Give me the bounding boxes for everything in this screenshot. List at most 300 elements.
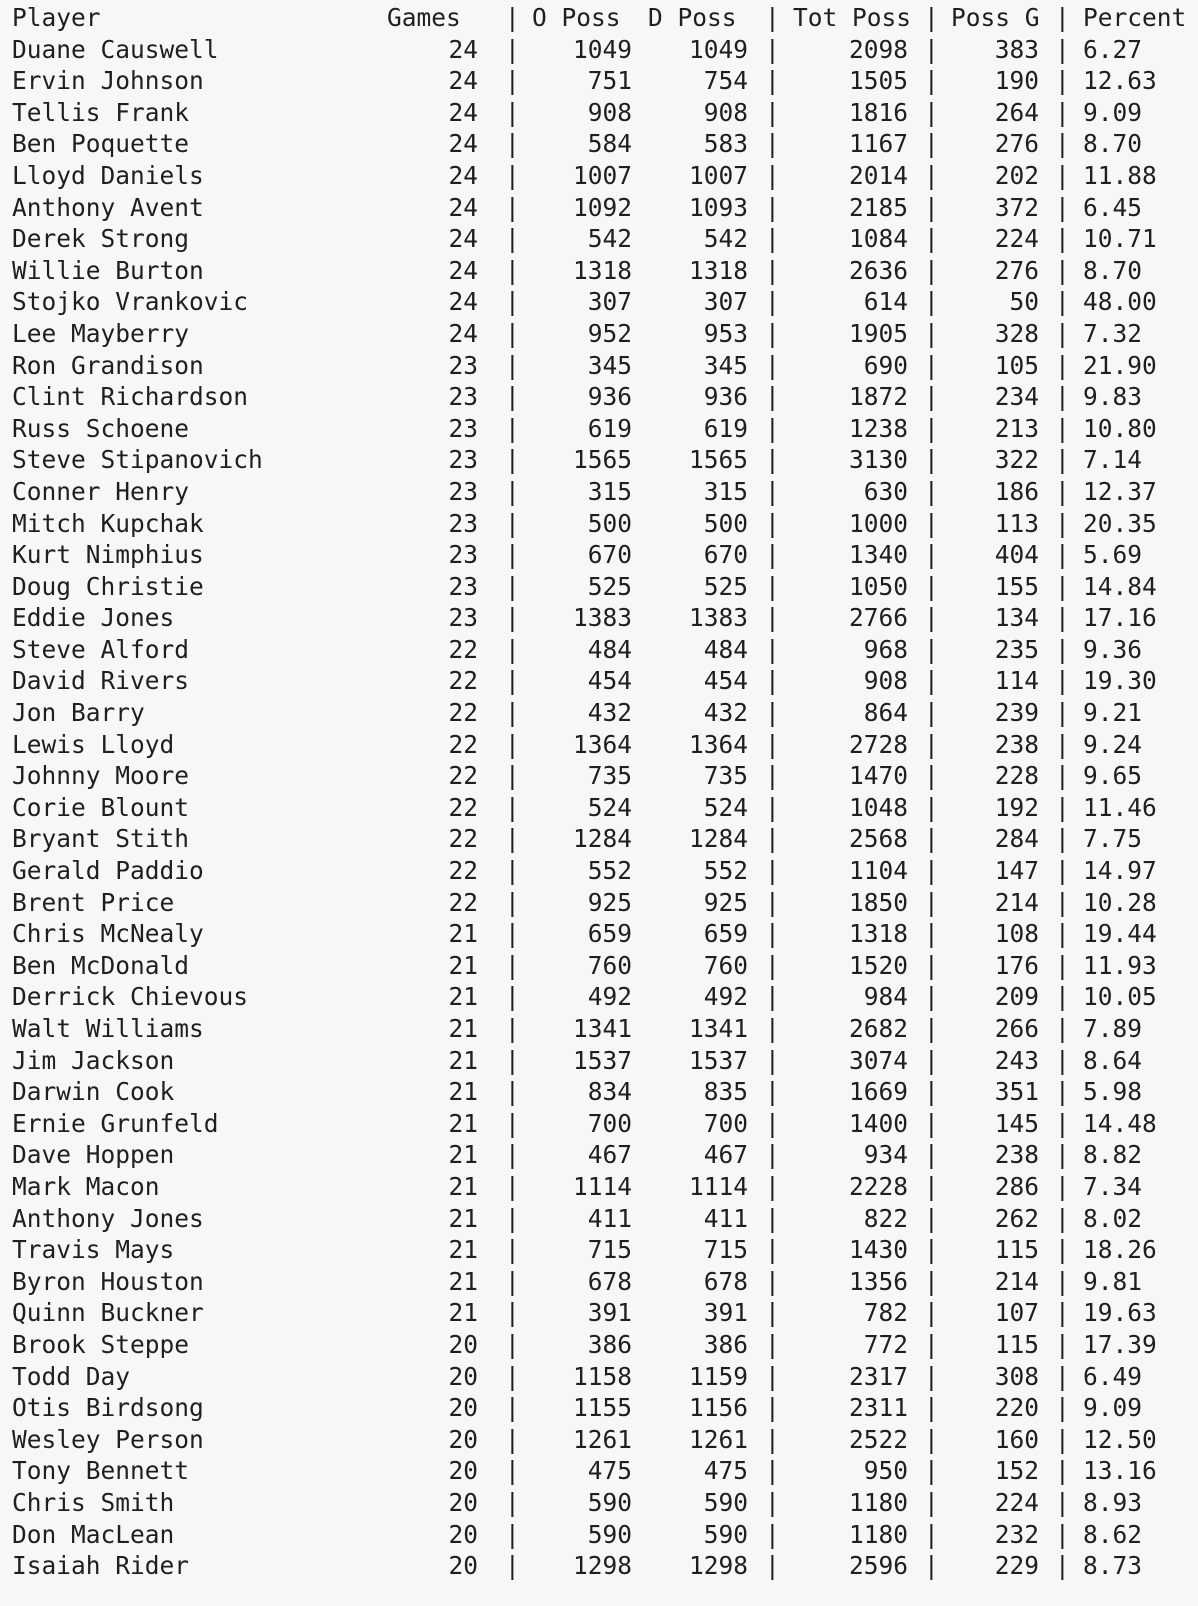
player-name: Byron Houston (12, 1266, 204, 1296)
poss-g-value: 108 (994, 919, 1039, 949)
column-separator: | (765, 761, 780, 791)
player-name: Johnny Moore (12, 761, 190, 791)
column-separator: | (765, 1171, 780, 1201)
percent-value: 12.63 (1083, 66, 1157, 96)
column-separator: | (765, 1329, 780, 1359)
tot-poss-value: 1104 (848, 856, 908, 886)
table-row (0, 823, 1198, 855)
column-separator: | (1055, 634, 1070, 664)
poss-g-value: 224 (994, 224, 1039, 254)
player-name: Travis Mays (12, 1235, 175, 1265)
table-row (0, 128, 1198, 160)
tot-poss-value: 614 (863, 287, 908, 317)
column-separator: | (765, 1045, 780, 1075)
o-poss-value: 584 (587, 129, 632, 159)
poss-g-value: 114 (994, 666, 1039, 696)
percent-value: 18.26 (1083, 1235, 1157, 1265)
column-separator: | (924, 34, 939, 64)
poss-g-value: 238 (994, 729, 1039, 759)
column-separator: | (1055, 856, 1070, 886)
column-separator: | (765, 1203, 780, 1233)
tot-poss-value: 908 (863, 666, 908, 696)
o-poss-value: 1114 (572, 1171, 632, 1201)
percent-value: 9.65 (1083, 761, 1143, 791)
column-separator: | (765, 1551, 780, 1581)
percent-value: 10.28 (1083, 887, 1157, 917)
games-value: 21 (448, 1171, 478, 1201)
percent-value: 7.32 (1083, 318, 1143, 348)
games-value: 24 (448, 255, 478, 285)
column-separator: | (505, 350, 520, 380)
table-row (0, 571, 1198, 603)
percent-value: 6.49 (1083, 1361, 1143, 1391)
column-separator: | (505, 1361, 520, 1391)
d-poss-value: 1565 (688, 445, 748, 475)
tot-poss-value: 1905 (848, 318, 908, 348)
table-row (0, 887, 1198, 919)
column-separator: | (924, 255, 939, 285)
d-poss-value: 760 (703, 950, 748, 980)
tot-poss-value: 864 (863, 698, 908, 728)
column-separator: | (924, 318, 939, 348)
table-body (0, 34, 1198, 1582)
column-separator: | (765, 160, 780, 190)
d-poss-value: 386 (703, 1329, 748, 1359)
o-poss-value: 1284 (572, 824, 632, 854)
player-name: Corie Blount (12, 792, 190, 822)
games-value: 24 (448, 66, 478, 96)
tot-poss-value: 1167 (848, 129, 908, 159)
player-name: Jim Jackson (12, 1045, 175, 1075)
games-value: 21 (448, 1298, 478, 1328)
column-separator: | (1055, 3, 1070, 32)
column-separator: | (765, 445, 780, 475)
percent-value: 19.44 (1083, 919, 1157, 949)
column-separator: | (505, 1298, 520, 1328)
player-name: Todd Day (12, 1361, 131, 1391)
games-value: 21 (448, 950, 478, 980)
poss-g-value: 214 (994, 887, 1039, 917)
player-name: Chris Smith (12, 1487, 175, 1517)
player-name: Mitch Kupchak (12, 508, 204, 538)
column-separator: | (1055, 792, 1070, 822)
tot-poss-value: 782 (863, 1298, 908, 1328)
games-value: 22 (448, 634, 478, 664)
tot-poss-value: 934 (863, 1140, 908, 1170)
table-row (0, 223, 1198, 255)
games-value: 20 (448, 1329, 478, 1359)
column-separator: | (1055, 1266, 1070, 1296)
player-name: Gerald Paddio (12, 856, 204, 886)
column-separator: | (505, 3, 520, 32)
o-poss-value: 386 (587, 1329, 632, 1359)
column-separator: | (765, 350, 780, 380)
player-name: Anthony Avent (12, 192, 204, 222)
column-separator: | (765, 792, 780, 822)
column-separator: | (765, 698, 780, 728)
poss-g-value: 107 (994, 1298, 1039, 1328)
column-separator: | (924, 1519, 939, 1549)
games-value: 21 (448, 1203, 478, 1233)
column-separator: | (1055, 255, 1070, 285)
column-separator: | (924, 634, 939, 664)
column-separator: | (924, 792, 939, 822)
poss-g-value: 383 (994, 34, 1039, 64)
column-separator: | (505, 1045, 520, 1075)
o-poss-value: 411 (587, 1203, 632, 1233)
column-separator: | (765, 1108, 780, 1138)
percent-value: 13.16 (1083, 1456, 1157, 1486)
column-separator: | (924, 603, 939, 633)
o-poss-value: 432 (587, 698, 632, 728)
column-separator: | (924, 508, 939, 538)
poss-g-value: 351 (994, 1077, 1039, 1107)
header-percent: Percent (1083, 3, 1187, 32)
column-separator: | (765, 1519, 780, 1549)
header-d-poss: D Poss (648, 3, 737, 32)
d-poss-value: 908 (703, 97, 748, 127)
d-poss-value: 1114 (688, 1171, 748, 1201)
o-poss-value: 525 (587, 571, 632, 601)
tot-poss-value: 1816 (848, 97, 908, 127)
table-row (0, 1171, 1198, 1203)
percent-value: 10.80 (1083, 413, 1157, 443)
d-poss-value: 484 (703, 634, 748, 664)
table-row (0, 855, 1198, 887)
o-poss-value: 542 (587, 224, 632, 254)
column-separator: | (924, 919, 939, 949)
games-value: 22 (448, 824, 478, 854)
player-name: Ernie Grunfeld (12, 1108, 219, 1138)
player-name: Kurt Nimphius (12, 540, 204, 570)
poss-g-value: 276 (994, 129, 1039, 159)
games-value: 23 (448, 540, 478, 570)
poss-g-value: 284 (994, 824, 1039, 854)
o-poss-value: 1092 (572, 192, 632, 222)
column-separator: | (765, 982, 780, 1012)
games-value: 22 (448, 698, 478, 728)
column-separator: | (924, 1108, 939, 1138)
table-row (0, 476, 1198, 508)
player-name: Isaiah Rider (12, 1551, 190, 1581)
column-separator: | (505, 1014, 520, 1043)
games-value: 24 (448, 34, 478, 64)
poss-g-value: 160 (994, 1424, 1039, 1454)
table-row (0, 918, 1198, 950)
player-name: Mark Macon (12, 1171, 160, 1201)
poss-g-value: 404 (994, 540, 1039, 570)
column-separator: | (765, 287, 780, 317)
column-separator: | (765, 192, 780, 222)
o-poss-value: 619 (587, 413, 632, 443)
column-separator: | (765, 318, 780, 348)
column-separator: | (765, 729, 780, 759)
tot-poss-value: 1180 (848, 1519, 908, 1549)
column-separator: | (924, 698, 939, 728)
table-row (0, 1139, 1198, 1171)
column-separator: | (765, 571, 780, 601)
column-separator: | (505, 1393, 520, 1423)
o-poss-value: 751 (587, 66, 632, 96)
player-name: Derek Strong (12, 224, 190, 254)
table-row (0, 1361, 1198, 1393)
column-separator: | (765, 634, 780, 664)
d-poss-value: 583 (703, 129, 748, 159)
tot-poss-value: 1430 (848, 1235, 908, 1265)
poss-g-value: 234 (994, 382, 1039, 412)
tot-poss-value: 1180 (848, 1487, 908, 1517)
tot-poss-value: 2568 (848, 824, 908, 854)
column-separator: | (1055, 603, 1070, 633)
percent-value: 10.71 (1083, 224, 1157, 254)
column-separator: | (505, 571, 520, 601)
o-poss-value: 345 (587, 350, 632, 380)
column-separator: | (505, 634, 520, 664)
games-value: 22 (448, 856, 478, 886)
poss-g-value: 232 (994, 1519, 1039, 1549)
tot-poss-value: 1084 (848, 224, 908, 254)
column-separator: | (1055, 950, 1070, 980)
column-separator: | (505, 255, 520, 285)
header-tot-poss: Tot Poss (793, 3, 912, 32)
o-poss-value: 952 (587, 318, 632, 348)
column-separator: | (924, 3, 939, 32)
table-row (0, 97, 1198, 129)
percent-value: 5.98 (1083, 1077, 1143, 1107)
column-separator: | (924, 571, 939, 601)
table-row (0, 381, 1198, 413)
d-poss-value: 500 (703, 508, 748, 538)
d-poss-value: 1156 (688, 1393, 748, 1423)
o-poss-value: 735 (587, 761, 632, 791)
column-separator: | (505, 824, 520, 854)
tot-poss-value: 1356 (848, 1266, 908, 1296)
games-value: 20 (448, 1519, 478, 1549)
column-separator: | (505, 192, 520, 222)
poss-g-value: 134 (994, 603, 1039, 633)
column-separator: | (765, 1266, 780, 1296)
player-name: Ben Poquette (12, 129, 190, 159)
percent-value: 19.63 (1083, 1298, 1157, 1328)
o-poss-value: 760 (587, 950, 632, 980)
games-value: 24 (448, 192, 478, 222)
percent-value: 9.24 (1083, 729, 1143, 759)
column-separator: | (765, 224, 780, 254)
o-poss-value: 715 (587, 1235, 632, 1265)
poss-g-value: 243 (994, 1045, 1039, 1075)
column-separator: | (924, 1140, 939, 1170)
column-separator: | (1055, 34, 1070, 64)
d-poss-value: 475 (703, 1456, 748, 1486)
header-poss-g: Poss G (951, 3, 1040, 32)
poss-g-value: 262 (994, 1203, 1039, 1233)
tot-poss-value: 2682 (848, 1014, 908, 1043)
poss-g-value: 372 (994, 192, 1039, 222)
column-separator: | (505, 129, 520, 159)
games-value: 20 (448, 1551, 478, 1581)
column-separator: | (1055, 129, 1070, 159)
poss-g-value: 308 (994, 1361, 1039, 1391)
games-value: 20 (448, 1424, 478, 1454)
player-name: Jon Barry (12, 698, 145, 728)
header-games: Games (387, 3, 461, 32)
column-separator: | (765, 97, 780, 127)
percent-value: 14.97 (1083, 856, 1157, 886)
percent-value: 8.64 (1083, 1045, 1143, 1075)
o-poss-value: 1565 (572, 445, 632, 475)
column-separator: | (505, 318, 520, 348)
table-row (0, 1045, 1198, 1077)
games-value: 23 (448, 382, 478, 412)
column-separator: | (924, 856, 939, 886)
column-separator: | (924, 1393, 939, 1423)
percent-value: 8.62 (1083, 1519, 1143, 1549)
d-poss-value: 345 (703, 350, 748, 380)
table-row (0, 318, 1198, 350)
d-poss-value: 492 (703, 982, 748, 1012)
o-poss-value: 590 (587, 1519, 632, 1549)
poss-g-value: 105 (994, 350, 1039, 380)
games-value: 24 (448, 318, 478, 348)
column-separator: | (924, 1298, 939, 1328)
table-row (0, 1203, 1198, 1235)
d-poss-value: 925 (703, 887, 748, 917)
percent-value: 12.37 (1083, 476, 1157, 506)
tot-poss-value: 1340 (848, 540, 908, 570)
d-poss-value: 315 (703, 476, 748, 506)
o-poss-value: 1007 (572, 160, 632, 190)
column-separator: | (765, 1393, 780, 1423)
table-row (0, 1108, 1198, 1140)
percent-value: 12.50 (1083, 1424, 1157, 1454)
o-poss-value: 590 (587, 1487, 632, 1517)
o-poss-value: 484 (587, 634, 632, 664)
d-poss-value: 432 (703, 698, 748, 728)
column-separator: | (1055, 160, 1070, 190)
d-poss-value: 1318 (688, 255, 748, 285)
d-poss-value: 454 (703, 666, 748, 696)
player-name: Eddie Jones (12, 603, 175, 633)
d-poss-value: 307 (703, 287, 748, 317)
d-poss-value: 715 (703, 1235, 748, 1265)
player-name: Brent Price (12, 887, 175, 917)
column-separator: | (924, 382, 939, 412)
o-poss-value: 1341 (572, 1014, 632, 1043)
player-name: Russ Schoene (12, 413, 190, 443)
poss-g-value: 276 (994, 255, 1039, 285)
column-separator: | (924, 192, 939, 222)
column-separator: | (505, 34, 520, 64)
percent-value: 7.34 (1083, 1171, 1143, 1201)
table-row (0, 950, 1198, 982)
player-name: Conner Henry (12, 476, 190, 506)
tot-poss-value: 2185 (848, 192, 908, 222)
column-separator: | (1055, 1171, 1070, 1201)
column-separator: | (505, 887, 520, 917)
column-separator: | (505, 1077, 520, 1107)
column-separator: | (765, 1014, 780, 1043)
percent-value: 14.48 (1083, 1108, 1157, 1138)
o-poss-value: 454 (587, 666, 632, 696)
poss-g-value: 115 (994, 1329, 1039, 1359)
table-row (0, 286, 1198, 318)
o-poss-value: 391 (587, 1298, 632, 1328)
column-separator: | (505, 729, 520, 759)
tot-poss-value: 2228 (848, 1171, 908, 1201)
table-row (0, 1234, 1198, 1266)
table-row (0, 508, 1198, 540)
percent-value: 21.90 (1083, 350, 1157, 380)
column-separator: | (505, 445, 520, 475)
percent-value: 6.27 (1083, 34, 1143, 64)
games-value: 22 (448, 792, 478, 822)
games-value: 21 (448, 1014, 478, 1043)
player-name: Lee Mayberry (12, 318, 190, 348)
poss-g-value: 145 (994, 1108, 1039, 1138)
column-separator: | (765, 824, 780, 854)
percent-value: 9.09 (1083, 97, 1143, 127)
d-poss-value: 953 (703, 318, 748, 348)
d-poss-value: 670 (703, 540, 748, 570)
games-value: 20 (448, 1487, 478, 1517)
player-name: Quinn Buckner (12, 1298, 204, 1328)
o-poss-value: 307 (587, 287, 632, 317)
poss-g-value: 115 (994, 1235, 1039, 1265)
table-header (0, 2, 1198, 34)
column-separator: | (924, 287, 939, 317)
column-separator: | (924, 1487, 939, 1517)
percent-value: 10.05 (1083, 982, 1157, 1012)
column-separator: | (765, 950, 780, 980)
column-separator: | (1055, 666, 1070, 696)
column-separator: | (505, 540, 520, 570)
column-separator: | (1055, 445, 1070, 475)
o-poss-value: 1155 (572, 1393, 632, 1423)
column-separator: | (505, 698, 520, 728)
player-name: Chris McNealy (12, 919, 204, 949)
games-value: 23 (448, 508, 478, 538)
d-poss-value: 659 (703, 919, 748, 949)
tot-poss-value: 2014 (848, 160, 908, 190)
column-separator: | (924, 1045, 939, 1075)
column-separator: | (924, 1014, 939, 1043)
poss-g-value: 155 (994, 571, 1039, 601)
column-separator: | (505, 1519, 520, 1549)
column-separator: | (1055, 508, 1070, 538)
column-separator: | (1055, 1424, 1070, 1454)
column-separator: | (765, 603, 780, 633)
poss-g-value: 322 (994, 445, 1039, 475)
percent-value: 48.00 (1083, 287, 1157, 317)
column-separator: | (505, 982, 520, 1012)
poss-g-value: 190 (994, 66, 1039, 96)
games-value: 20 (448, 1456, 478, 1486)
column-separator: | (1055, 1456, 1070, 1486)
column-separator: | (1055, 192, 1070, 222)
table-row (0, 160, 1198, 192)
column-separator: | (505, 1171, 520, 1201)
poss-g-value: 235 (994, 634, 1039, 664)
tot-poss-value: 1048 (848, 792, 908, 822)
d-poss-value: 524 (703, 792, 748, 822)
player-name: Tony Bennett (12, 1456, 190, 1486)
column-separator: | (1055, 761, 1070, 791)
percent-value: 9.09 (1083, 1393, 1143, 1423)
d-poss-value: 1261 (688, 1424, 748, 1454)
games-value: 23 (448, 445, 478, 475)
column-separator: | (1055, 476, 1070, 506)
column-separator: | (924, 540, 939, 570)
